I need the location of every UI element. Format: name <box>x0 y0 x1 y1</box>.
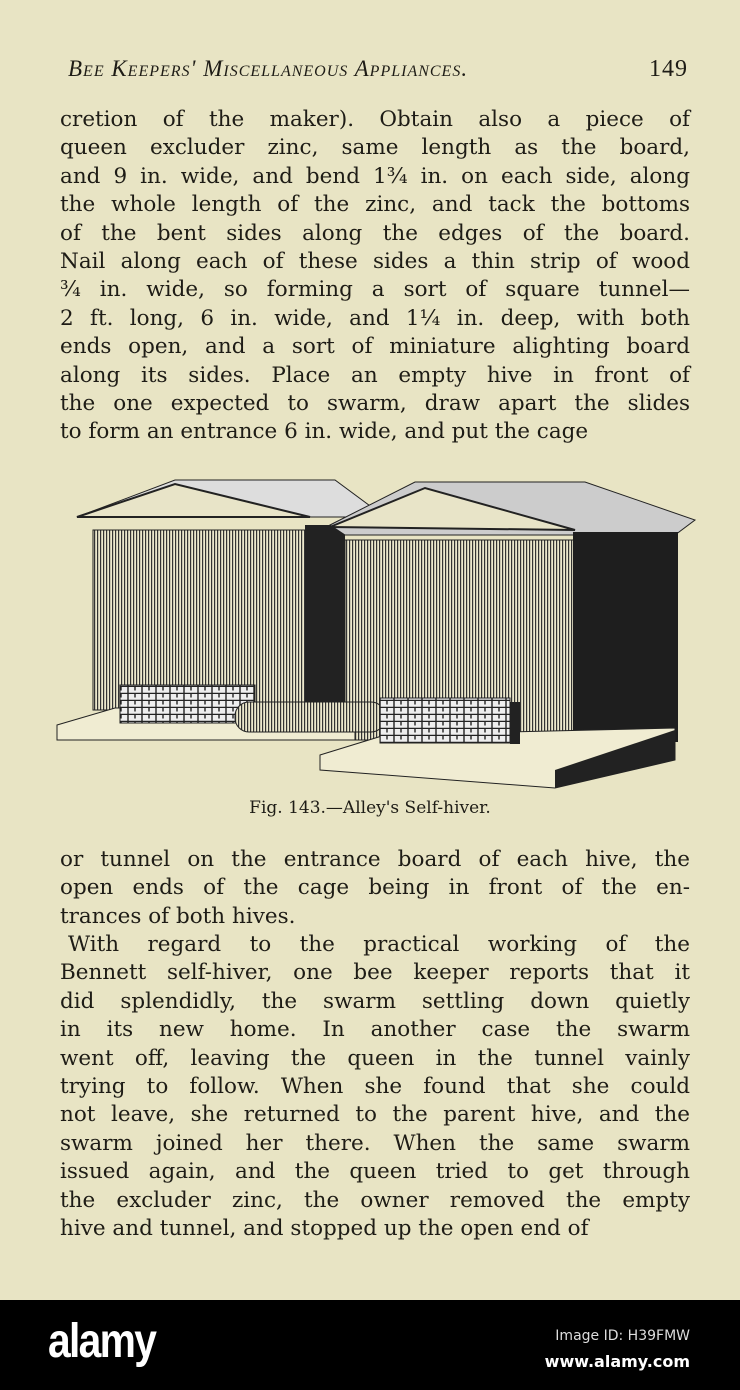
text-line: trying to follow. When she found that she could <box>60 1073 690 1099</box>
text-line: swarm joined her there. When the same swarm <box>60 1130 690 1156</box>
text-line: Nail along each of these sides a thin strip of wood <box>60 248 690 274</box>
running-title: Bee Keepers' Miscellaneous Appliances. <box>68 56 469 81</box>
figure-caption: Fig. 143.—Alley's Self-hiver. <box>249 798 491 818</box>
text-line: the excluder zinc, the owner removed the empty <box>60 1187 690 1213</box>
text-line: hive and tunnel, and stopped up the open end of <box>60 1215 589 1241</box>
text-line: the whole length of the zinc, and tack the bottoms <box>60 192 690 218</box>
text-line: trances of both hives. <box>60 903 296 929</box>
paragraph-top <box>60 106 690 447</box>
text-line: went off, leaving the queen in the tunnel vainly <box>60 1045 690 1071</box>
image-id: Image ID: H39FMW <box>555 1328 690 1344</box>
text-line: cretion of the maker). Obtain also a piece of <box>60 107 690 132</box>
text-line: Bennett self-hiver, one bee keeper reports that it <box>60 960 690 986</box>
text-line: in its new home. In another case the swarm <box>60 1017 690 1043</box>
text-line: issued again, and the queen tried to get through <box>60 1159 690 1185</box>
watermark-footer <box>0 1300 740 1390</box>
figure-self-hiver-illustration <box>55 470 700 790</box>
text-line: not leave, she returned to the parent hive, and the <box>60 1102 690 1128</box>
text-line: of the bent sides along the edges of the board. <box>60 220 690 246</box>
text-line: the one expected to swarm, draw apart the slides <box>60 390 690 416</box>
paragraph-next <box>60 931 690 1243</box>
text-line: ¾ in. wide, so forming a sort of square tunnel— <box>60 277 690 303</box>
text-line: queen excluder zinc, same length as the board, <box>60 135 690 161</box>
text-line: ends open, and a sort of miniature alighting board <box>60 334 690 360</box>
text-line: With regard to the practical working of the <box>68 932 690 957</box>
page-number: 149 <box>649 56 688 82</box>
text-line: to form an entrance 6 in. wide, and put the cage <box>60 419 589 445</box>
site-url: www.alamy.com <box>544 1352 690 1371</box>
alamy-logo: alamy <box>48 1315 156 1368</box>
text-line: 2 ft. long, 6 in. wide, and 1¼ in. deep, with both <box>60 305 690 331</box>
text-line: did splendidly, the swarm settling down quietly <box>60 988 690 1014</box>
text-line: along its sides. Place an empty hive in front of <box>60 362 690 388</box>
text-line: open ends of the cage being in front of the en- <box>60 875 690 901</box>
text-line: and 9 in. wide, and bend 1¾ in. on each side, along <box>60 163 690 189</box>
paragraph-bottom <box>60 846 690 931</box>
text-line: or tunnel on the entrance board of each hive, the <box>60 847 690 872</box>
running-header <box>64 56 688 86</box>
